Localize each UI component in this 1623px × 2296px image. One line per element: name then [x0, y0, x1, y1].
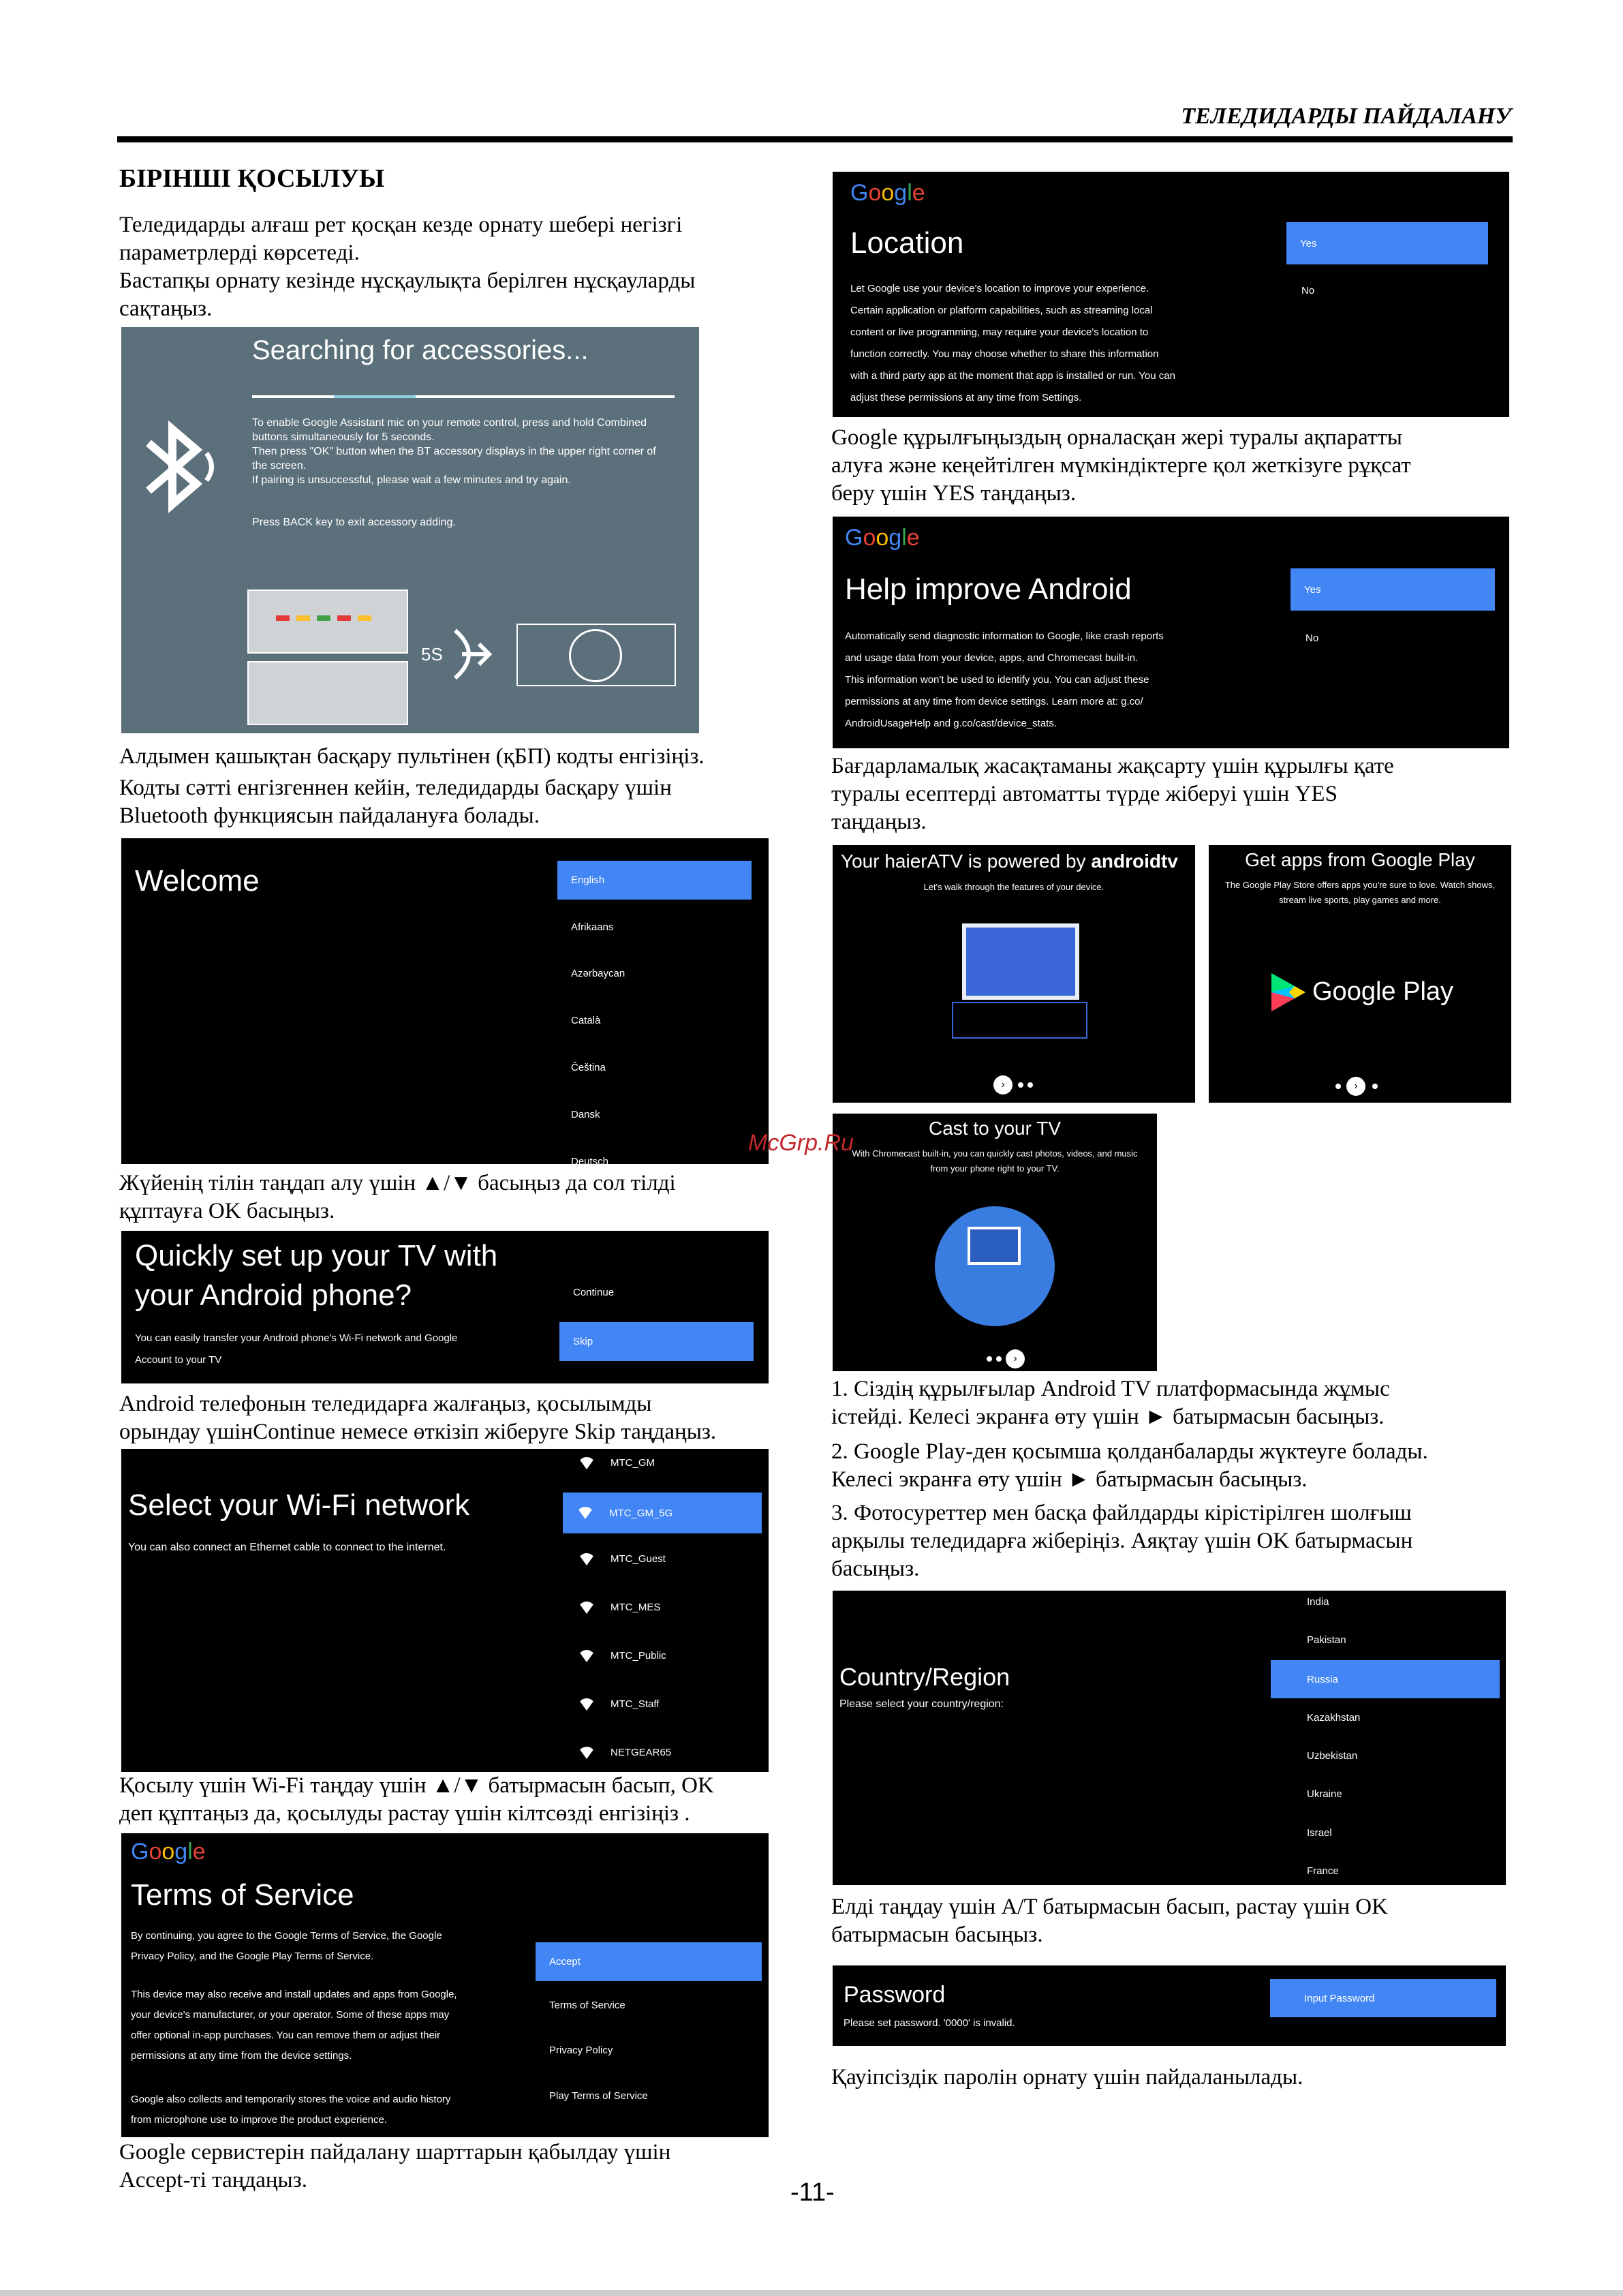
google-play-icon — [1271, 973, 1305, 1015]
android-phone-text: Android телефонын теледидарға жалғаңыз, қосылымды орындау үшінContinue немесе өткізіп жіберуге Skip таңдаңыз. — [119, 1392, 717, 1444]
wifi-icon — [578, 1698, 596, 1711]
country-option[interactable]: India — [1307, 1596, 1329, 1608]
wifi-icon — [578, 1457, 596, 1469]
gplay-subtitle: The Google Play Store offers apps you're sure to love. Watch shows, stream live sports, play games and more. — [1224, 880, 1496, 905]
wifi-body: You can also connect an Ethernet cable to connect to the internet. — [128, 1542, 446, 1553]
done-arrow-icon[interactable]: › — [1006, 1349, 1025, 1368]
input-password-button[interactable]: Input Password — [1270, 1979, 1496, 2017]
page-number: -11- — [790, 2178, 835, 2207]
google-logo: Google — [845, 525, 920, 551]
language-option[interactable]: Azərbaycan — [571, 968, 625, 979]
page-dot — [1335, 1084, 1341, 1089]
intro-text: Теледидарды алғаш рет қосқан кезде орнату шебері негізгі параметрлерді көрсетеді. Бастапқы орнату кезінде нұсқаулықта берілген нұсқауларды сақтаңыз. — [119, 213, 696, 321]
location-no-option[interactable]: No — [1301, 285, 1315, 296]
language-option[interactable]: Deutsch — [571, 1156, 609, 1164]
country-option[interactable]: Kazakhstan — [1307, 1712, 1361, 1724]
country-title: Country/Region — [839, 1663, 1010, 1691]
country-option-selected[interactable]: Russia — [1271, 1660, 1500, 1698]
wifi-network-item-selected[interactable]: MTC_GM_5G — [563, 1493, 762, 1533]
country-screen — [833, 1591, 1506, 1885]
language-option-english[interactable]: English — [557, 861, 752, 900]
wifi-icon — [578, 1747, 596, 1759]
wifi-network-item[interactable]: MTC_Guest — [578, 1553, 666, 1565]
remote-illustration-bottom — [247, 661, 408, 725]
language-option[interactable]: Català — [571, 1015, 601, 1026]
footer-band — [0, 2290, 1623, 2296]
wifi-icon — [578, 1602, 596, 1614]
powered-title: Your haierATV is powered by androidtv — [841, 851, 1178, 872]
wifi-icon — [576, 1507, 594, 1519]
header-rule — [117, 136, 1513, 142]
remote-illustration-top — [247, 590, 408, 654]
tos-text: Google сервистерін пайдалану шарттарын қабылдау үшін Accept-ті таңдаңыз. — [119, 2140, 671, 2192]
country-text: Елді таңдау үшін A/T батырмасын басып, растау үшін OK батырмасын басыңыз. — [831, 1895, 1388, 1947]
wifi-icon — [578, 1553, 596, 1565]
country-option[interactable]: Israel — [1307, 1827, 1332, 1839]
tos-screen — [121, 1833, 769, 2137]
location-body: Let Google use your device's location to improve your experience. Certain application or platform capabilities, such as streaming local content or live programming, may require your device's location to function correctly. You may choose whether to share this information with a third party app at the moment that app is installed or run. You can adjust these permissions at any time from Settings. — [850, 283, 1175, 403]
progress-bar — [252, 395, 675, 398]
tos-title: Terms of Service — [131, 1878, 354, 1912]
country-option[interactable]: Pakistan — [1307, 1634, 1346, 1646]
bluetooth-text: Кодты сәтті енгізгеннен кейін, теледидарды басқару үшін Bluetooth функциясын пайдалануға болады. — [119, 776, 672, 828]
steps-text-1: 1. Сіздің құрылғылар Android TV платформасында жұмыс істейді. Келесі экранға өту үшін ► батырмасын басыңыз. — [831, 1377, 1390, 1429]
privacy-policy-option[interactable]: Privacy Policy — [549, 2045, 613, 2056]
wifi-icon — [578, 1650, 596, 1662]
improve-body: Automatically send diagnostic information to Google, like crash reports and usage data from your device, apps, and Chromecast built-in. This information won't be used to identify you. You can adjust these permissions at any time from device settings. Learn more at: g.co/ AndroidUsageHelp and g.co/cast/device_stats. — [845, 630, 1164, 729]
remote-code-text: Алдымен қашықтан басқару пультінен (қБП) кодты енгізіңіз. — [119, 744, 705, 769]
tv-stand-illustration — [952, 1002, 1087, 1039]
password-subtitle: Please set password. '0000' is invalid. — [844, 2017, 1015, 2029]
next-arrow-icon[interactable]: › — [993, 1075, 1013, 1095]
accessories-back-hint: Press BACK key to exit accessory adding. — [252, 517, 456, 528]
continue-option[interactable]: Continue — [573, 1287, 615, 1298]
improve-text: Бағдарламалық жасақтаманы жақсарту үшін құрылғы қате туралы есептерді автоматты түрде жіберуі үшін YES таңдаңыз. — [831, 754, 1394, 834]
cast-illustration — [935, 1206, 1055, 1326]
wifi-network-item[interactable]: MTC_GM — [578, 1457, 655, 1469]
page-dot — [1372, 1084, 1378, 1089]
tos-paragraph-3: Google also collects and temporarily stores the voice and audio history from microphone use to improve the product experience. — [131, 2094, 451, 2126]
password-text: Қауіпсіздік паролін орнату үшін пайдаланылады. — [831, 2065, 1303, 2090]
page-dot — [987, 1356, 992, 1362]
tv-illustration — [962, 923, 1079, 1000]
cast-screen — [833, 1114, 1157, 1371]
improve-yes-option[interactable]: Yes — [1290, 568, 1495, 611]
welcome-title: Welcome — [135, 864, 260, 898]
tos-paragraph-1: By continuing, you agree to the Google Terms of Service, the Google Privacy Policy, and the Google Play Terms of Service. — [131, 1930, 442, 1962]
remote-ok-illustration — [516, 624, 676, 686]
location-screen — [833, 172, 1509, 417]
wifi-text: Қосылу үшін Wi-Fi таңдау үшін ▲/▼ батырмасын басып, OK деп құптаңыз да, қосылуды растау үшін кілтсөзді енгізіңіз . — [119, 1773, 714, 1826]
page-dot — [996, 1356, 1002, 1362]
quick-setup-screen — [121, 1231, 769, 1383]
country-option[interactable]: France — [1307, 1865, 1339, 1877]
google-logo: Google — [131, 1839, 206, 1865]
bluetooth-icon — [135, 416, 223, 521]
powered-screen — [833, 845, 1195, 1103]
google-play-logo-text: Google Play — [1312, 977, 1454, 1006]
page-dot — [1027, 1082, 1033, 1088]
language-option[interactable]: Afrikaans — [571, 921, 614, 933]
watermark: McGrp.Ru — [748, 1130, 854, 1156]
terms-of-service-option[interactable]: Terms of Service — [549, 2000, 625, 2011]
tos-paragraph-2: This device may also receive and install updates and apps from Google, your device's manufacturer, or your operator. Some of these apps may offer optional in-app purchases. You can remove them or adjust their permissions at any time from the device settings. — [131, 1989, 457, 2062]
steps-text-3: 3. Фотосуреттер мен басқа файлдарды кірістірілген шолғыш арқылы теледидарға жіберіңіз. Аяқтау үшін OK батырмасын басыңыз. — [831, 1501, 1413, 1581]
accessories-title: Searching for accessories... — [252, 335, 589, 365]
page-header-title: ТЕЛЕДИДАРДЫ ПАЙДАЛАНУ — [1181, 104, 1511, 129]
section-title: БІРІНШІ ҚОСЫЛУЫ — [119, 164, 385, 193]
wifi-screen — [121, 1449, 769, 1772]
welcome-screen — [121, 838, 769, 1164]
location-yes-option[interactable]: Yes — [1286, 222, 1488, 264]
skip-option[interactable]: Skip — [559, 1322, 754, 1361]
page-dot — [1018, 1082, 1023, 1088]
wifi-network-item[interactable]: NETGEAR65 — [578, 1747, 671, 1759]
wifi-title: Select your Wi-Fi network — [128, 1488, 470, 1522]
accessories-body: To enable Google Assistant mic on your remote control, press and hold Combined buttons simultaneously for 5 seconds. Then press "OK" button when the BT accessory displays in the upper right corner of the screen. If pairing is unsuccessful, please wait a few minutes and try again. — [252, 417, 656, 486]
steps-text-2: 2. Google Play-ден қосымша қолданбаларды жүктеугe болады. Келесі экранға өту үшін ► батырмасын басыңыз. — [831, 1439, 1428, 1492]
language-text: Жүйенің тілін таңдап алу үшін ▲/▼ басыңыз да сол тілді құптауға OK басыңыз. — [119, 1171, 676, 1223]
quick-setup-body: You can easily transfer your Android phone's Wi-Fi network and Google Account to your TV — [135, 1332, 458, 1366]
arrow-right-icon — [448, 627, 496, 685]
cast-subtitle: With Chromecast built-in, you can quickly cast photos, videos, and music from your phone right to your TV. — [852, 1148, 1138, 1174]
improve-title: Help improve Android — [845, 572, 1132, 606]
location-text: Google құрылғыңыздың орналасқан жері туралы ақпаратты алуға және кеңейтілген мүмкіндіктерге қол жеткізуге рұқсат беру үшін YES таңдаңыз. — [831, 425, 1411, 506]
location-title: Location — [850, 226, 964, 260]
hold-seconds-label: 5S — [421, 644, 443, 664]
powered-subtitle: Let's walk through the features of your device. — [923, 882, 1104, 892]
password-title: Password — [844, 1982, 946, 2008]
cast-title: Cast to your TV — [928, 1118, 1061, 1139]
accept-option[interactable]: Accept — [536, 1942, 762, 1981]
wifi-network-item[interactable]: MTC_Public — [578, 1650, 666, 1662]
language-option[interactable]: Čeština — [571, 1062, 606, 1073]
improve-no-option[interactable]: No — [1305, 632, 1319, 644]
wifi-network-item[interactable]: MTC_Staff — [578, 1698, 659, 1711]
country-subtitle: Please select your country/region: — [839, 1698, 1004, 1710]
accessories-screen — [121, 327, 699, 733]
improve-screen — [833, 517, 1509, 748]
play-terms-option[interactable]: Play Terms of Service — [549, 2090, 648, 2102]
quick-setup-title: Quickly set up your TV with your Android phone? — [135, 1239, 498, 1312]
password-screen — [833, 1965, 1506, 2046]
country-option[interactable]: Uzbekistan — [1307, 1750, 1358, 1762]
gplay-title: Get apps from Google Play — [1245, 849, 1475, 870]
wifi-network-item[interactable]: MTC_MES — [578, 1602, 660, 1614]
country-option[interactable]: Ukraine — [1307, 1788, 1342, 1800]
language-option[interactable]: Dansk — [571, 1109, 600, 1120]
google-logo: Google — [850, 180, 925, 206]
next-arrow-icon[interactable]: › — [1346, 1077, 1365, 1096]
gplay-screen — [1209, 845, 1511, 1103]
